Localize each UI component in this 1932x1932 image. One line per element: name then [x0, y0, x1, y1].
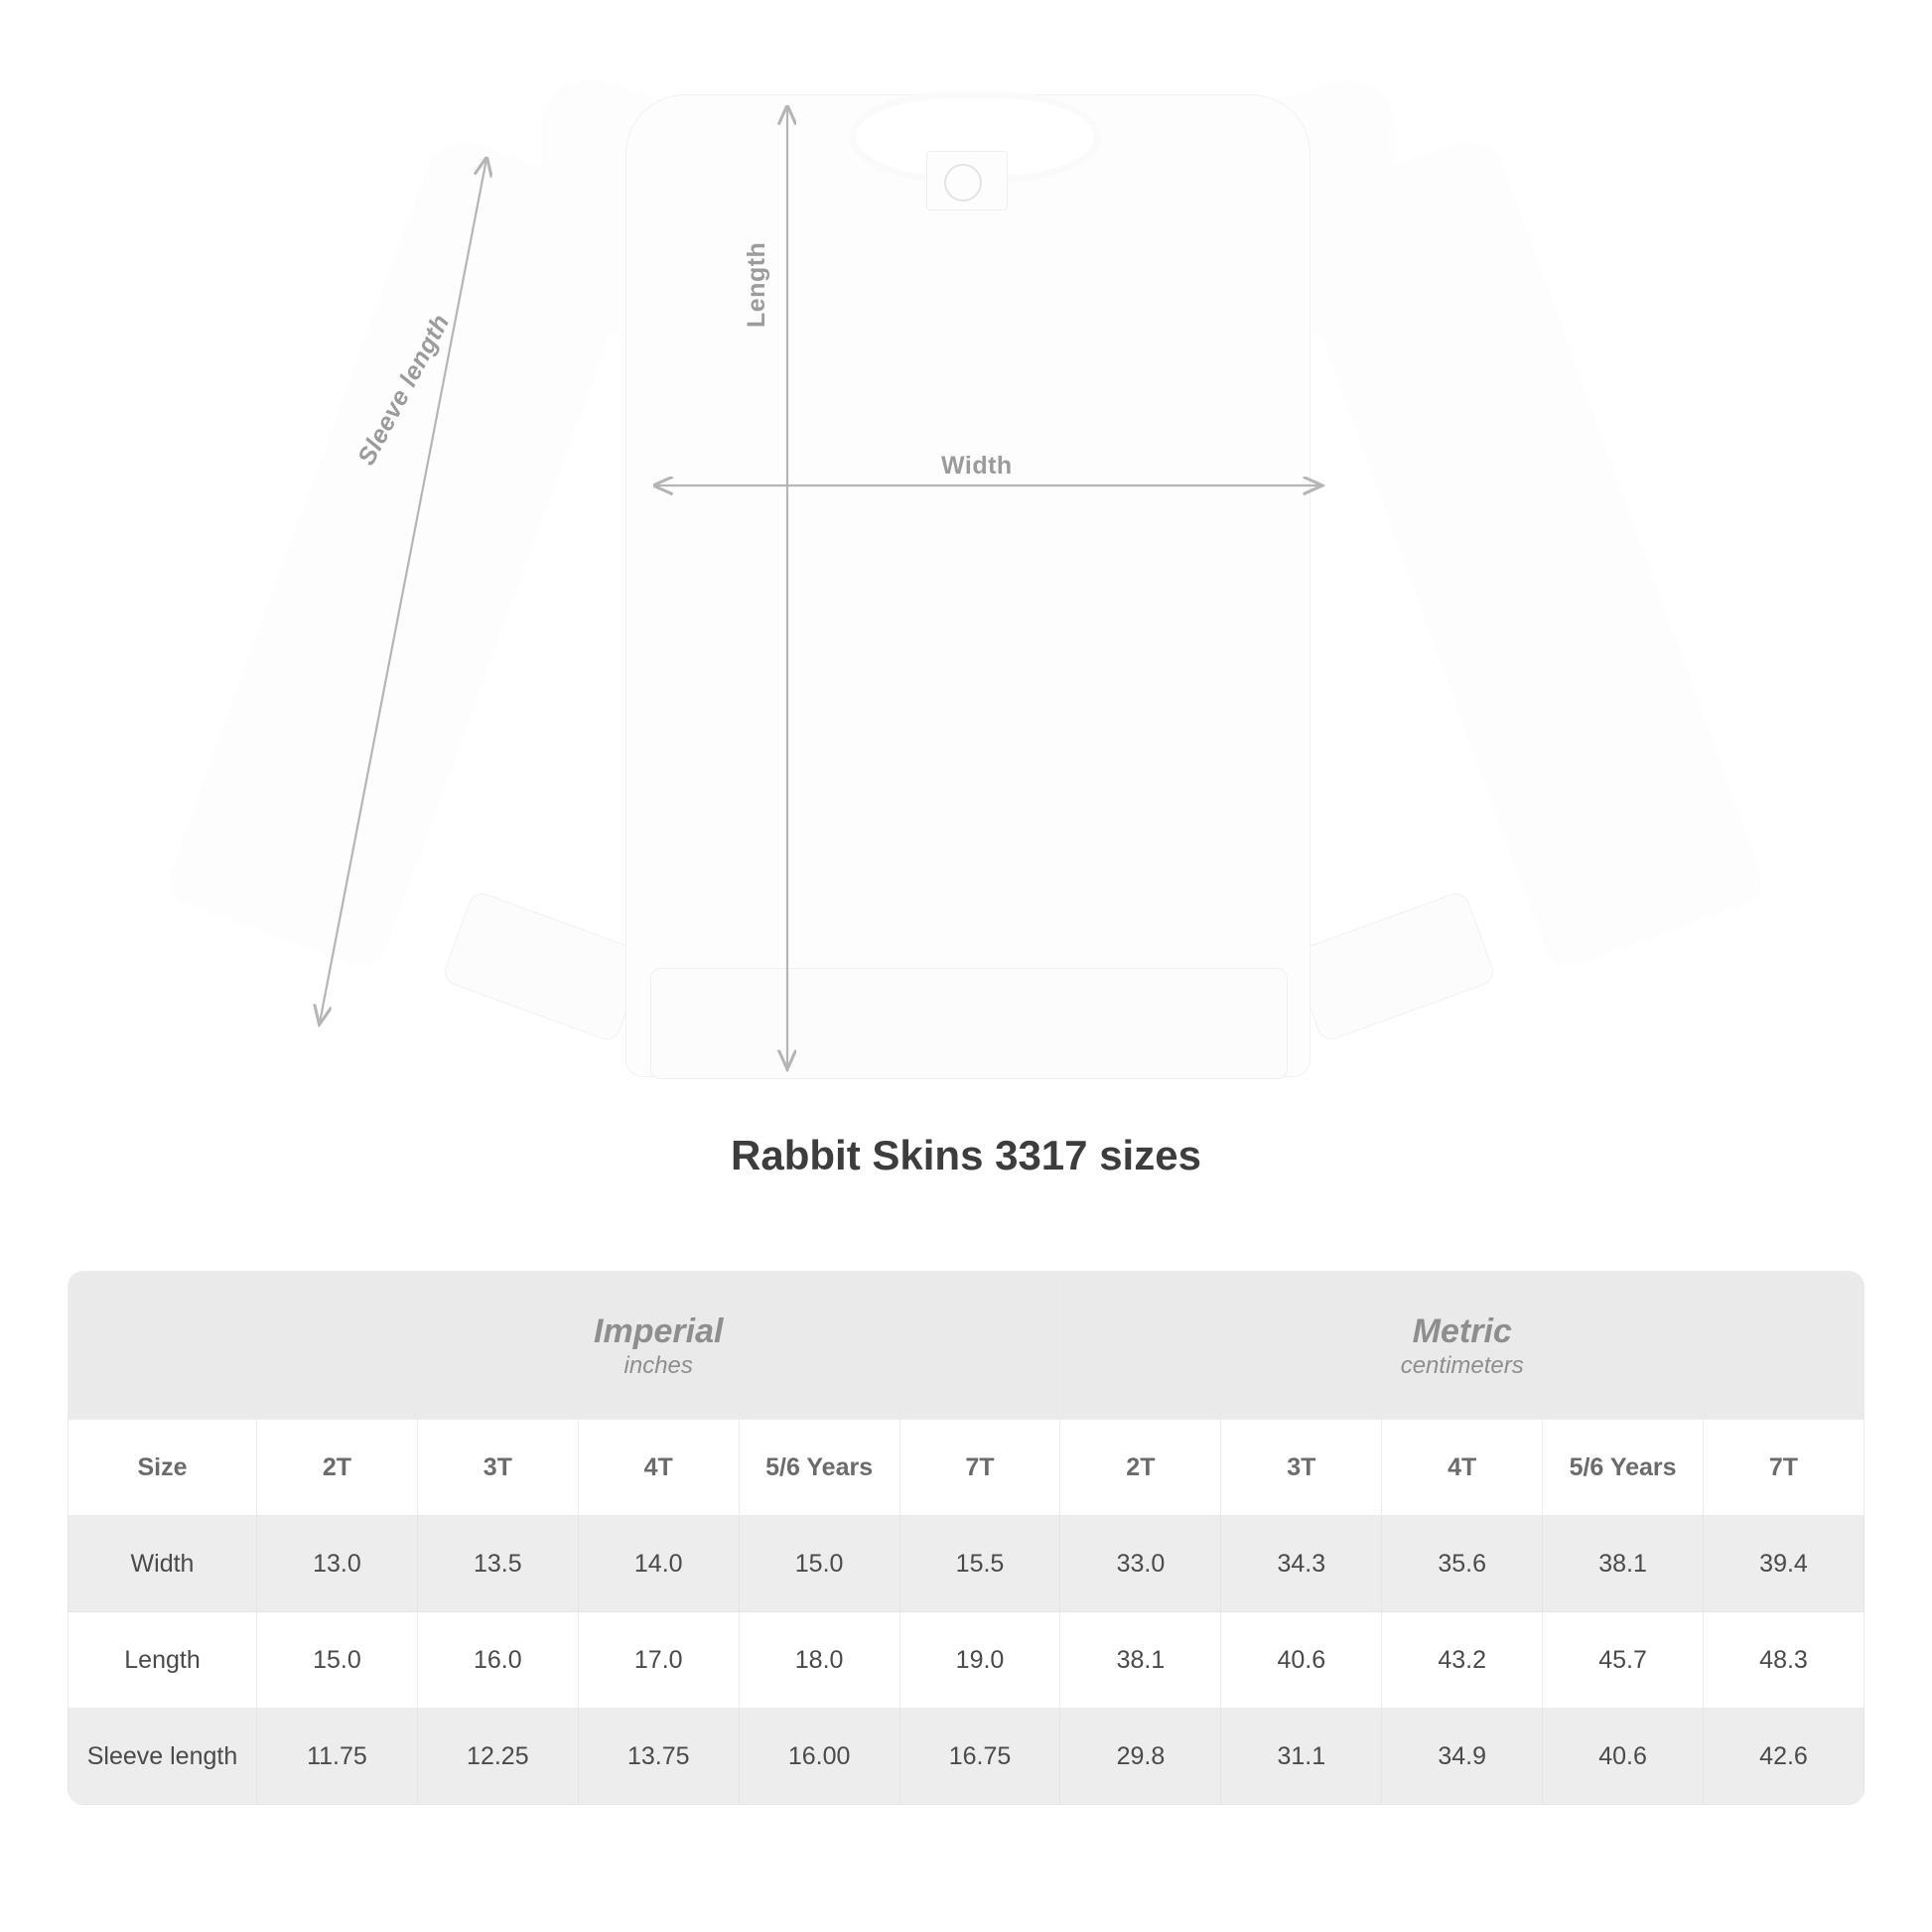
cell-width-7: 35.6 — [1382, 1516, 1543, 1612]
unit-group-imperial — [257, 1272, 1060, 1420]
unit-header-row — [69, 1272, 1864, 1420]
label-length: Length — [743, 241, 770, 328]
row-label-sleeve-length: Sleeve length — [69, 1709, 257, 1805]
page-title: Rabbit Skins 3317 sizes — [731, 1132, 1201, 1178]
cell-length-2: 17.0 — [578, 1612, 739, 1709]
row-label-length: Length — [69, 1612, 257, 1709]
header-col-1: 3T — [417, 1420, 578, 1516]
cell-length-3: 18.0 — [739, 1612, 899, 1709]
cell-sleeve-5: 29.8 — [1060, 1709, 1221, 1805]
cell-sleeve-2: 13.75 — [578, 1709, 739, 1805]
cell-width-3: 15.0 — [739, 1516, 899, 1612]
cell-width-1: 13.5 — [417, 1516, 578, 1612]
header-col-9: 7T — [1704, 1420, 1864, 1516]
cell-sleeve-1: 12.25 — [417, 1709, 578, 1805]
cell-width-2: 14.0 — [578, 1516, 739, 1612]
header-col-8: 5/6 Years — [1543, 1420, 1704, 1516]
cell-sleeve-4: 16.75 — [899, 1709, 1060, 1805]
header-col-0: 2T — [257, 1420, 418, 1516]
unit-group-imperial-sub: inches — [623, 1352, 693, 1380]
label-sleeve-length: Sleeve length — [352, 309, 456, 471]
unit-group-metric-name: Metric — [1412, 1311, 1512, 1350]
corner-cell — [69, 1272, 257, 1420]
cell-sleeve-6: 31.1 — [1221, 1709, 1382, 1805]
header-col-6: 3T — [1221, 1420, 1382, 1516]
cell-length-1: 16.0 — [417, 1612, 578, 1709]
cell-length-6: 40.6 — [1221, 1612, 1382, 1709]
cell-length-9: 48.3 — [1704, 1612, 1864, 1709]
unit-group-metric — [1060, 1272, 1864, 1420]
cell-length-8: 45.7 — [1543, 1612, 1704, 1709]
cell-length-4: 19.0 — [899, 1612, 1060, 1709]
header-col-2: 4T — [578, 1420, 739, 1516]
cell-width-0: 13.0 — [257, 1516, 418, 1612]
cell-length-5: 38.1 — [1060, 1612, 1221, 1709]
unit-group-metric-sub: centimeters — [1400, 1352, 1524, 1380]
cell-sleeve-9: 42.6 — [1704, 1709, 1864, 1805]
cell-width-5: 33.0 — [1060, 1516, 1221, 1612]
label-width: Width — [941, 452, 1013, 480]
size-table-container — [68, 1271, 1864, 1805]
cell-sleeve-0: 11.75 — [257, 1709, 418, 1805]
header-col-5: 2T — [1060, 1420, 1221, 1516]
cell-width-8: 38.1 — [1543, 1516, 1704, 1612]
header-col-4: 7T — [899, 1420, 1060, 1516]
row-label-width: Width — [69, 1516, 257, 1612]
cell-width-6: 34.3 — [1221, 1516, 1382, 1612]
cell-width-9: 39.4 — [1704, 1516, 1864, 1612]
header-size: Size — [69, 1420, 257, 1516]
cell-sleeve-7: 34.9 — [1382, 1709, 1543, 1805]
cell-width-4: 15.5 — [899, 1516, 1060, 1612]
cell-sleeve-8: 40.6 — [1543, 1709, 1704, 1805]
size-chart-table — [68, 1271, 1864, 1805]
header-col-3: 5/6 Years — [739, 1420, 899, 1516]
table-row — [69, 1709, 1864, 1805]
header-col-7: 4T — [1382, 1420, 1543, 1516]
table-row — [69, 1516, 1864, 1612]
unit-group-imperial-name: Imperial — [594, 1311, 724, 1350]
table-row — [69, 1612, 1864, 1709]
cell-sleeve-3: 16.00 — [739, 1709, 899, 1805]
cell-length-7: 43.2 — [1382, 1612, 1543, 1709]
column-header-row — [69, 1420, 1864, 1516]
cell-length-0: 15.0 — [257, 1612, 418, 1709]
